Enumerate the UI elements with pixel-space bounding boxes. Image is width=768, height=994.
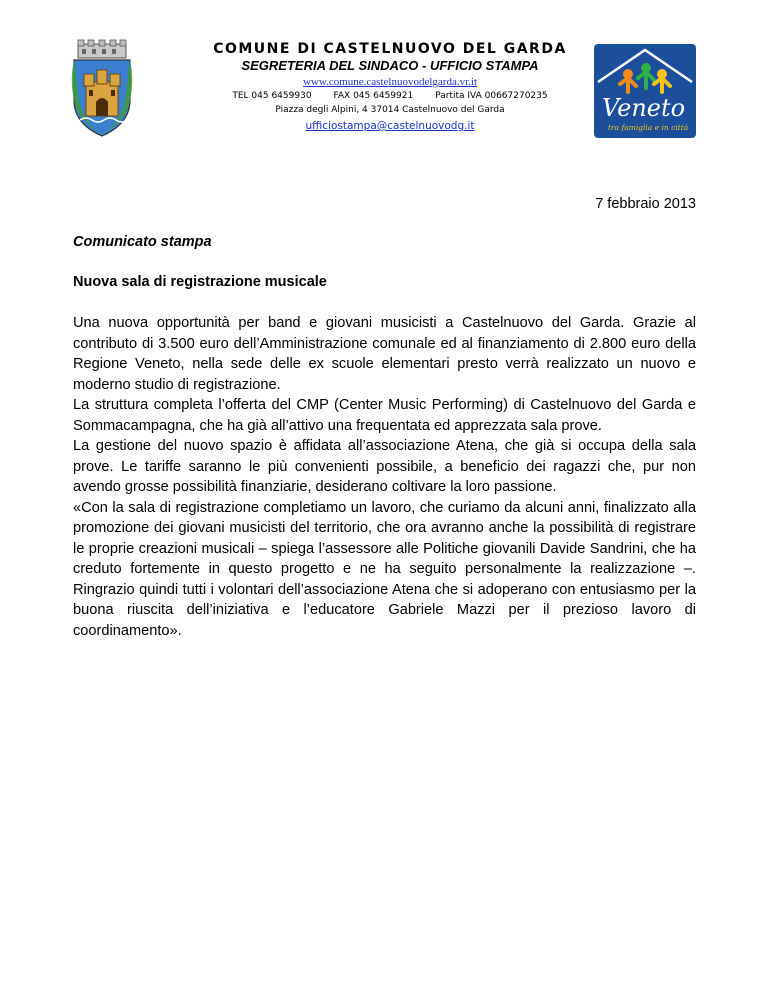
document-type: Comunicato stampa [73,234,212,250]
fax-number: FAX 045 6459921 [333,91,414,101]
municipal-crest-logo [66,38,138,138]
postal-address: Piazza degli Alpini, 4 37014 Castelnuovo del Garda [275,105,505,115]
document-date: 7 febbraio 2013 [595,196,696,212]
website-link[interactable]: www.comune.castelnuovodelgarda.vr.it [302,76,477,88]
veneto-logo-text: Veneto [602,94,686,122]
email-link[interactable]: ufficiostampa@castelnuovodg.it [305,120,475,132]
veneto-logo-tagline: tra famiglia e in città [608,123,689,132]
body-paragraph: «Con la sala di registrazione completiamo un lavoro, che curiamo da alcuni anni, finalizzato alla promozione dei giovani musicisti del territorio, che ora avranno anche la possibilità di registrare le proprie creazioni musicali – spiega l’assessore alle Politiche giovanili Davide Sandrini, che ha creduto fortemente in questo progetto e ne ha seguito personalmente la realizzazione –. Ringrazio quindi tutti i volontari dell’associazione Atena che si adoperano con entusiasmo per la buona riuscita dell’iniziativa e l’educatore Gabriele Mazzi per il prezioso lavoro di coordinamento». [73,499,696,639]
body-paragraph: Una nuova opportunità per band e giovani musicisti a Castelnuovo del Garda. Grazie al contributo di 3.500 euro dell’Amministrazione comunale ed al finanziamento di 2.800 euro della Regione Veneto, nella sede delle ex scuole elementari presto verrà realizzato un nuovo e moderno studio di registrazione. [73,315,696,393]
veneto-region-logo [594,44,696,138]
municipality-name: COMUNE DI CASTELNUOVO DEL GARDA [213,41,567,57]
letterhead [190,40,590,134]
vat-number: Partita IVA 00667270235 [435,91,548,101]
body-paragraph: La struttura completa l’offerta del CMP (Center Music Performing) di Castelnuovo del Garda e Sommacampagna, che ha già all’attivo una frequentata ed apprezzata sala prove. [73,397,696,434]
body-paragraph: La gestione del nuovo spazio è affidata all’associazione Atena, che già si occupa della sala prove. Le tariffe saranno le più convenienti possibile, a beneficio dei ragazzi che, pur non avendo grosse possibilità finanziarie, desiderano coltivare la loro passione. [73,438,696,495]
contact-line [190,90,590,103]
document-body [73,313,696,641]
telephone-number: TEL 045 6459930 [232,91,312,101]
document-title: Nuova sala di registrazione musicale [73,274,327,290]
office-name: SEGRETERIA DEL SINDACO - UFFICIO STAMPA [241,58,539,73]
